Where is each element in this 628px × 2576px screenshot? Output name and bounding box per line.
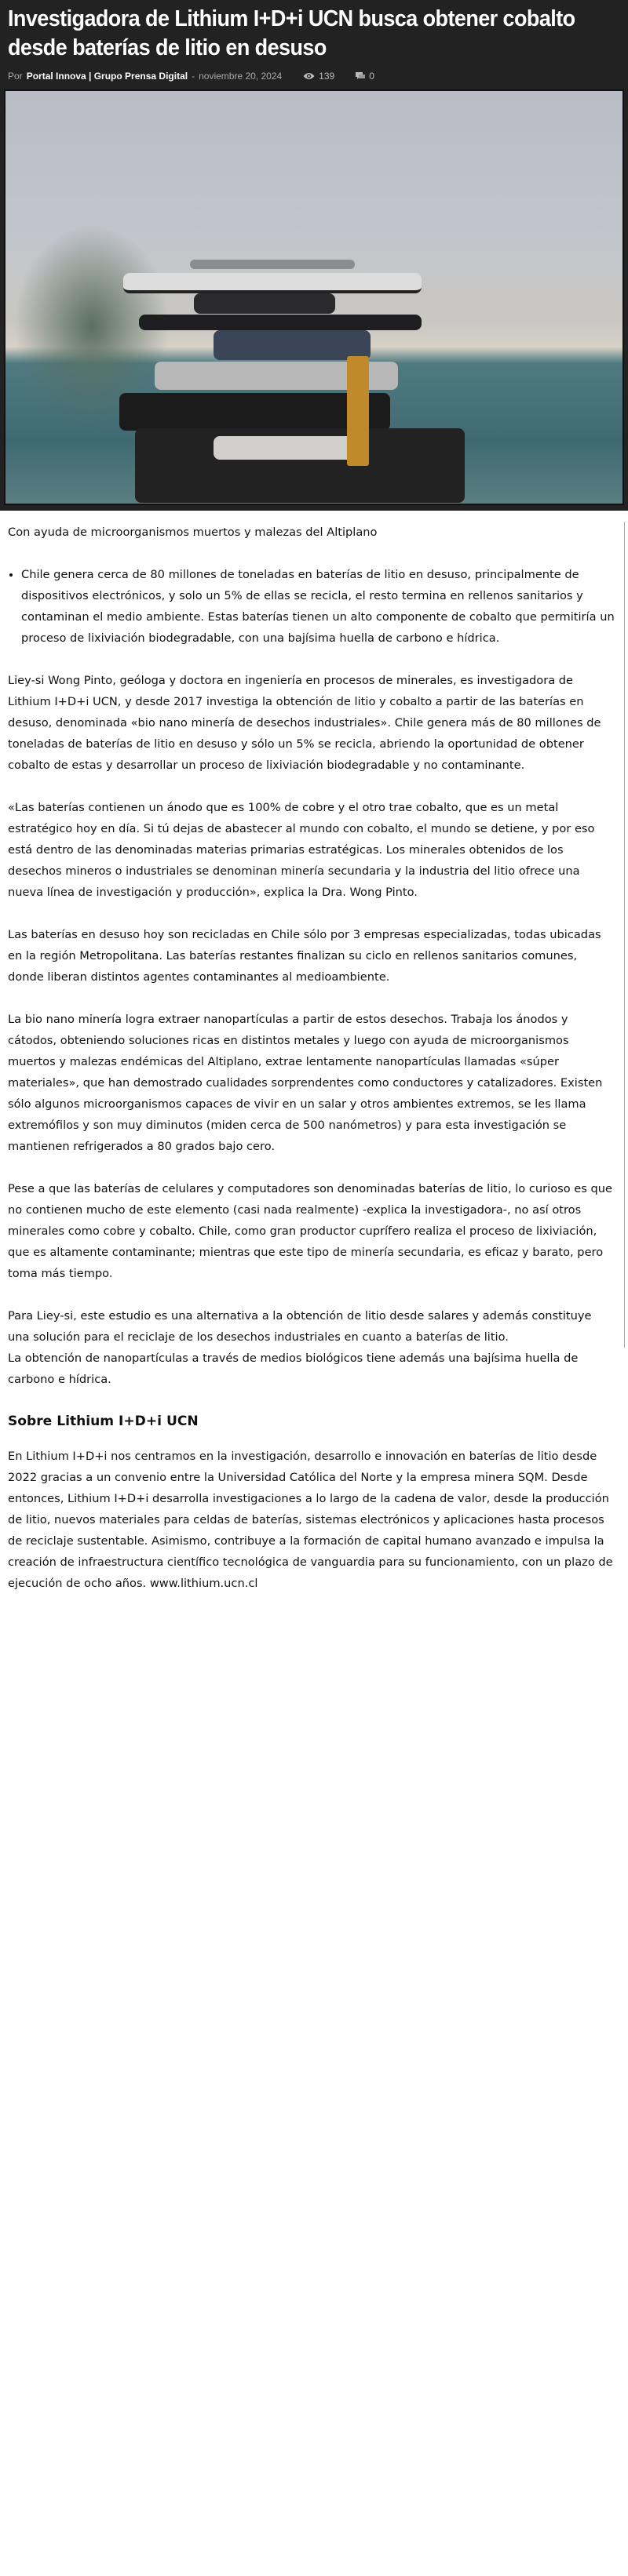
- body-paragraph: Pese a que las baterías de celulares y computadores son denominadas baterías de litio, lo curioso es que no contienen mucho de este elemento (casi nada realmente) -explica la investigadora-, no así otros minerales como cobre y cobalto. Chile, como gran productor cuprífero realiza el proceso de lixiviación, que es altamente contaminante; mientras que este tipo de minería secundaria, es eficaz y barato, pero toma más tiempo.: [8, 1182, 613, 1280]
- section-heading: Sobre Lithium I+D+i UCN: [8, 1414, 199, 1429]
- article-header: [0, 0, 628, 511]
- body-paragraph: Las baterías en desuso hoy son recicladas en Chile sólo por 3 empresas especializadas, todas ubicadas en la región Metropolitana. Las baterías restantes finalizan su ciclo en rellenos sanitarios comunes, donde liberan distintos agentes contaminantes al medioambiente.: [8, 928, 601, 984]
- author-link[interactable]: Portal Innova | Grupo Prensa Digital: [26, 71, 188, 82]
- phone-layer: [214, 436, 355, 460]
- body-paragraph: En Lithium I+D+i nos centramos en la investigación, desarrollo e innovación en baterías de litio desde 2022 gracias a un convenio entre la Universidad Católica del Norte y la empresa minera SQM. Desde entonces, Lithium I+D+i desarrolla investigaciones a lo largo de la cadena de valor, desde la producción de litio, nuevos materiales para celdas de baterías, sistemas electrónicos y aplicaciones hasta procesos de reciclaje sustentable. Asimismo, contribuye a la formación de capital humano avanzado e impulsa la creación de infraestructura científico tecnológica de vanguardia para su funcionamiento, con un plazo de ejecución de ocho años. www.lithium.ucn.cl: [8, 1450, 613, 1591]
- body-paragraph: Para Liey-si, este estudio es una alternativa a la obtención de litio desde salares y además constituye una solución para el reciclaje de los desechos industriales en cuanto a baterías de litio.: [8, 1309, 592, 1344]
- eye-icon: [303, 72, 315, 80]
- comment-icon: [356, 72, 365, 80]
- phone-layer: [214, 330, 371, 360]
- meta-separator: -: [192, 71, 195, 82]
- comments-value: 0: [369, 71, 374, 82]
- publish-date: noviembre 20, 2024: [199, 71, 283, 82]
- phone-layer: [123, 273, 422, 293]
- comments-count[interactable]: [356, 71, 374, 82]
- article-meta: [8, 71, 624, 82]
- by-label: Por: [8, 71, 23, 82]
- views-value: 139: [319, 71, 335, 82]
- article-body: [0, 522, 625, 1348]
- highlights-list: [8, 564, 616, 649]
- views-count: [303, 71, 334, 82]
- body-paragraph: La obtención de nanopartículas a través de medios biológicos tiene además una bajísima huella de carbono e hídrica.: [8, 1352, 579, 1386]
- hero-image: [4, 89, 624, 505]
- body-paragraph: Liey-si Wong Pinto, geóloga y doctora en ingeniería en procesos de minerales, es investigadora de Lithium I+D+i UCN, y desde 2017 investiga la obtención de litio y cobalto a partir de las baterías en desuso, denominada «bio nano minería de desechos industriales». Chile genera más de 80 millones de toneladas de baterías de litio en desuso y sólo un 5% se recicla, abriendo la oportunidad de obtener cobalto de estas y desarrollar un proceso de lixiviación biodegradable y no contaminante.: [8, 674, 601, 772]
- phone-layer: [194, 293, 335, 314]
- phone-layer: [190, 260, 355, 269]
- body-paragraph: La bio nano minería logra extraer nanopartículas a partir de estos desechos. Trabaja los ánodos y cátodos, obteniendo soluciones ricas en distintos metales y luego con ayuda de microorganismos muertos y malezas endémicas del Altiplano, extrae lentamente nanopartículas llamadas «súper materiales», que han demostrado cualidades sorprendentes como conductores y catalizadores. Existen sólo algunos microorganismos capaces de vivir en un salar y otros ambientes extremos, se les llama extremófilos y son muy diminutos (miden cerca de 500 nanómetros) y para esta investigación se mantienen refrigerados a 80 grados bajo cero.: [8, 1013, 603, 1153]
- article-title: Investigadora de Lithium I+D+i UCN busca obtener cobalto desde baterías de litio en desuso: [8, 6, 575, 60]
- highlight-item: • Chile genera cerca de 80 millones de toneladas en baterías de litio en desuso, principalmente de dispositivos electrónicos, y solo un 5% de ellas se recicla, el resto termina en rellenos sanitarios y contaminan el medio ambiente. Estas baterías tienen un alto componente de cobalto que permitiría un proceso de lixiviación biodegradable, con una bajísima huella de carbono e hídrica.: [21, 564, 616, 649]
- article-subtitle: Con ayuda de microorganismos muertos y malezas del Altiplano: [8, 526, 378, 539]
- ribbon-cable: [347, 356, 369, 466]
- body-paragraph: «Las baterías contienen un ánodo que es 100% de cobre y el otro trae cobalto, que es un metal estratégico hoy en día. Si tú dejas de abastecer al mundo con cobalto, el mundo se detiene, y por eso está dentro de las denominadas materias primarias estratégicas. Los minerales obtenidos de los desechos mineros o industriales se denominan minería secundaria y la industria del litio ofrece una nueva línea de investigación y producción», explica la Dra. Wong Pinto.: [8, 801, 595, 899]
- article-body-continued: [0, 1348, 624, 1594]
- phone-layer: [139, 315, 422, 330]
